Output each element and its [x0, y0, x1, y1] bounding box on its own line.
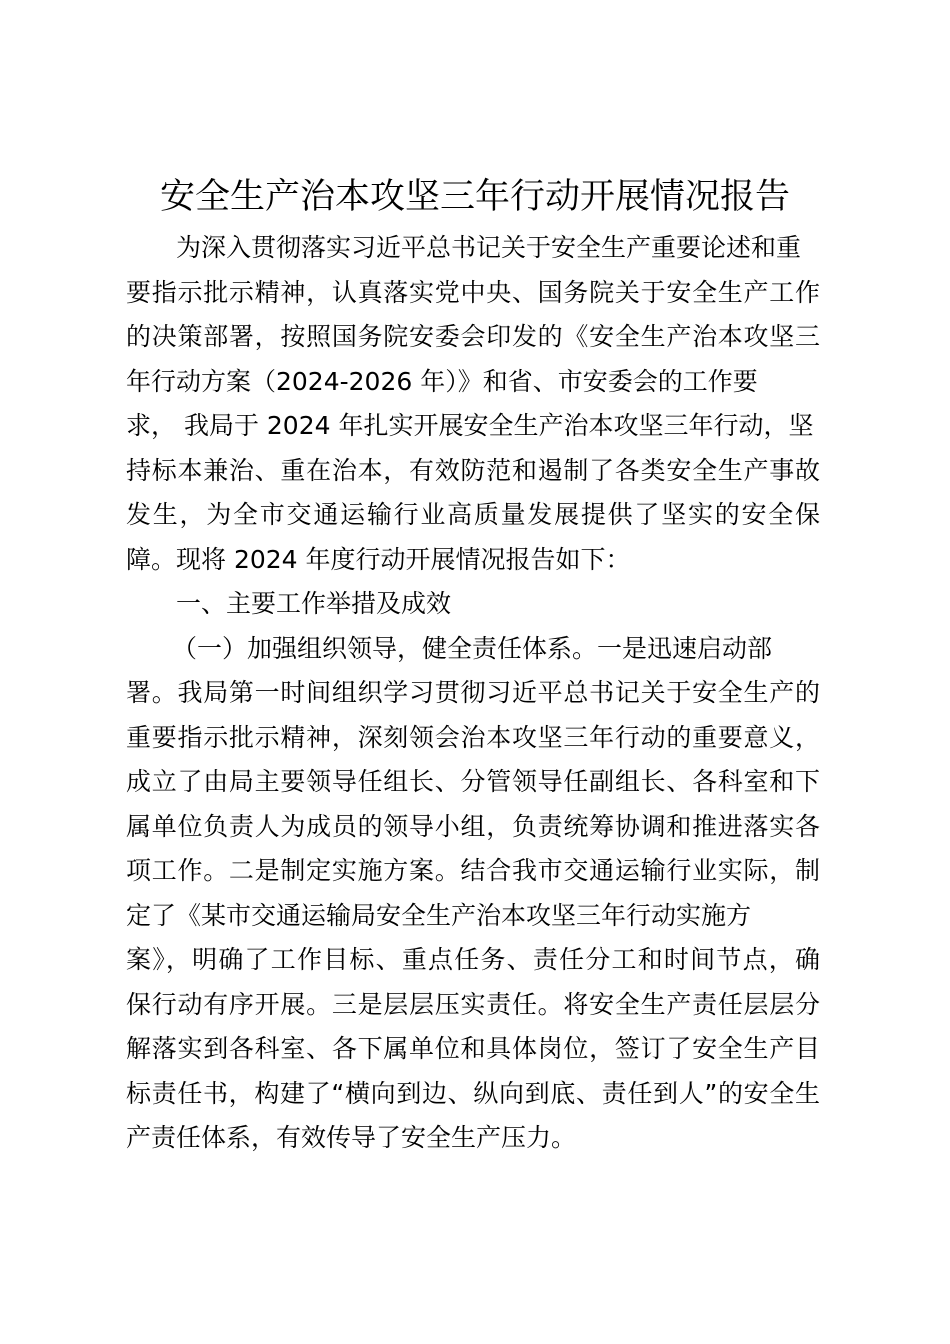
- section-heading: 一、主要工作举措及成效: [176, 589, 452, 618]
- text-line: 保行动有序开展。三是层层压实责任。将安全生产责任层层分: [126, 989, 820, 1019]
- text-line: 要指示批示精神，认真落实党中央、国务院关于安全生产工作: [126, 277, 820, 307]
- text-line: 为深入贯彻落实习近平总书记关于安全生产重要论述和重: [176, 233, 802, 262]
- text-line: 案》，明确了工作目标、重点任务、责任分工和时间节点，确: [126, 945, 820, 974]
- text-line: 产责任体系，有效传导了安全生产压力。: [126, 1123, 577, 1152]
- text-line: 重要指示批示精神，深刻领会治本攻坚三年行动的重要意义，: [126, 722, 820, 752]
- text-line: 解落实到各科室、各下属单位和具体岗位，签订了安全生产目: [126, 1034, 820, 1063]
- text-line: （一）加强组织领导，健全责任体系。一是迅速启动部: [172, 633, 773, 663]
- text-line: 求， 我局于 2024 年扎实开展安全生产治本攻坚三年行动，坚: [126, 411, 814, 440]
- text-line: 属单位负责人为成员的领导小组，负责统筹协调和推进落实各: [126, 811, 820, 841]
- text-line: 障。现将 2024 年度行动开展情况报告如下：: [126, 544, 631, 574]
- text-line: 项工作。二是制定实施方案。结合我市交通运输行业实际，制: [126, 856, 820, 885]
- text-line: 年行动方案（2024-2026 年）》和省、市安委会的工作要: [126, 366, 758, 396]
- text-line: 发生，为全市交通运输行业高质量发展提供了坚实的安全保: [126, 500, 820, 529]
- text-line: 标责任书，构建了“横向到边、纵向到底、责任到人”的安全生: [126, 1078, 820, 1108]
- text-line: 的决策部署，按照国务院安委会印发的《安全生产治本攻坚三: [126, 322, 820, 351]
- document-body: [126, 226, 820, 1161]
- text-line: 成立了由局主要领导任组长、分管领导任副组长、各科室和下: [126, 767, 820, 796]
- text-line: 定了《某市交通运输局安全生产治本攻坚三年行动实施方: [126, 900, 752, 930]
- text-line: 持标本兼治、重在治本，有效防范和遏制了各类安全生产事故: [126, 455, 820, 485]
- text-line: 署。我局第一时间组织学习贯彻习近平总书记关于安全生产的: [126, 678, 820, 707]
- document-title: 安全生产治本攻坚三年行动开展情况报告: [159, 177, 790, 217]
